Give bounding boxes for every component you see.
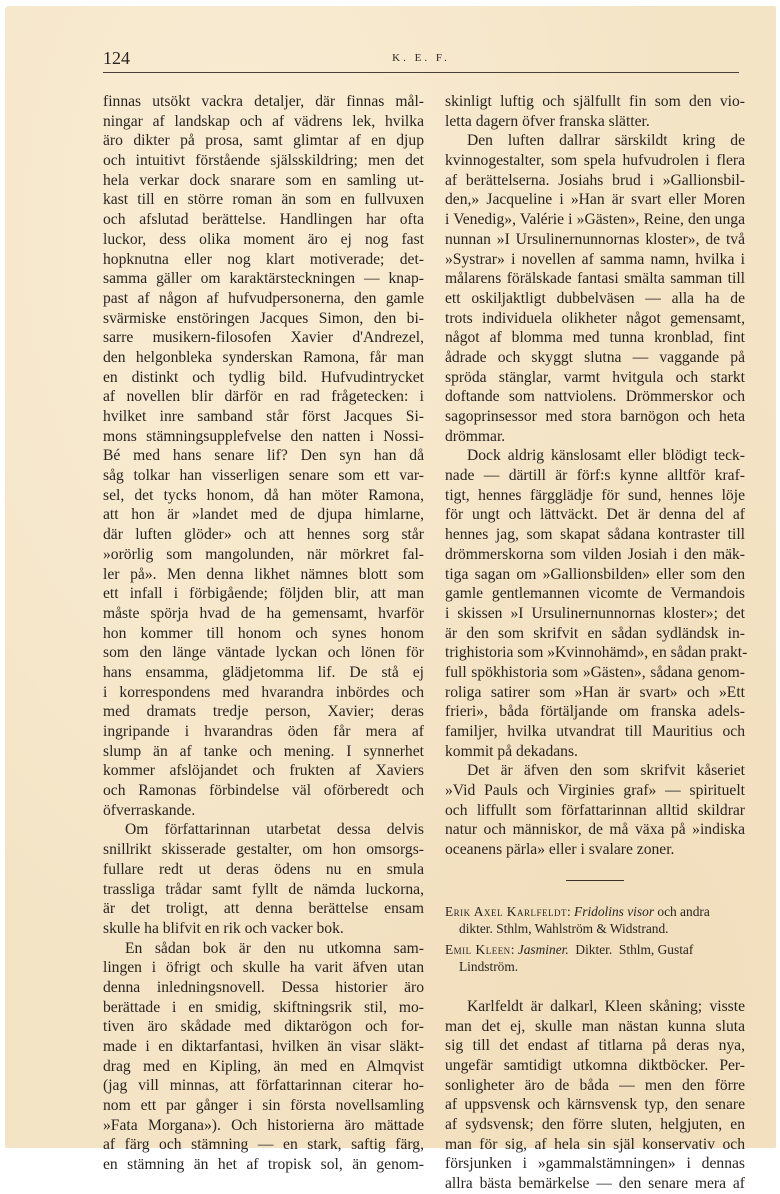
text-line: Den luften dallrar särskildt kring de bbox=[467, 132, 745, 150]
book-title: Jasminer. bbox=[517, 941, 569, 957]
text-line: samma gäller om karaktärsteckningen — knap- bbox=[103, 270, 424, 288]
text-line: berättade i en smidig, skiftningsrik stil, mo- bbox=[103, 998, 424, 1016]
text-line: af novellen blir därför en rad frågetecken: i bbox=[103, 388, 424, 406]
text-line: »Systrar» i novellen af samma namn, hvilka i bbox=[445, 250, 745, 268]
text-line: snillrikt skisserade gestalter, om hon omsorgs- bbox=[103, 841, 424, 859]
text-line: i Venedig», Valérie i »Gästen», Reine, den unga bbox=[445, 211, 745, 229]
text-line: något af blomma med tunna kronblad, fint bbox=[445, 329, 745, 347]
text-line: där luften glöder» och att hennes sorg står bbox=[103, 526, 424, 544]
text-line: gamle gentlemannen vicomte de Vermandois bbox=[445, 585, 745, 603]
text-line: Om författarinnan utarbetat dessa delvis bbox=[125, 821, 424, 839]
publication-details: Dikter. Sthlm, Gustaf bbox=[568, 941, 694, 957]
text-line: skulle ha blifvit en rik och vacker bok. bbox=[103, 919, 344, 937]
text-line: »Fata Morgana»). Och historierna äro mättade bbox=[103, 1116, 424, 1134]
text-line: måste spörja hvad de ha gemensamt, hvarför bbox=[103, 604, 424, 622]
text-line: försjunken i »gammalstämningen» i dennas bbox=[445, 1155, 745, 1173]
text-line: en distinkt och tydlig bild. Hufvudintrycket bbox=[103, 368, 424, 386]
text-line: full spökhistoria som »Gästen», sådana genom- bbox=[445, 663, 745, 681]
text-line: frieri», båda förtäljande om franska adels- bbox=[445, 703, 745, 721]
text-line: en stämning än het af tropisk sol, än genom- bbox=[103, 1156, 424, 1174]
text-line: nunnan »I Ursulinernunnornas kloster», de två bbox=[445, 230, 745, 248]
text-line: hennes jag, som skapat sådana kontraster till bbox=[445, 526, 745, 544]
text-line: äro dikter på prosa, samt glimtar af en djup bbox=[103, 132, 424, 150]
text-line: »orörlig som mangolunden, när mörkret fal- bbox=[103, 545, 424, 563]
text-line: ingripande i hvarandras öden får mera af bbox=[103, 723, 424, 740]
text-line: »Vid Pauls och Virginies graf» — spirituelt bbox=[445, 782, 745, 800]
bibliography-entry: Erik Axel Karlfeldt: Fridolins visor och andra dikter. Sthlm, Wahlström & Widstrand. bbox=[445, 903, 745, 937]
running-head: K. E. F. bbox=[392, 52, 450, 64]
publication-details: och andra bbox=[654, 903, 710, 919]
text-line: slump än af tanke och mening. I synnerhet bbox=[103, 742, 424, 760]
text-line: lingen i öfrigt och skulle ha varit äfven utan bbox=[103, 959, 424, 977]
text-line: trots individuela olikheter något gemensamt, bbox=[445, 309, 745, 327]
text-line: letta dagern öfver franska slätter. bbox=[445, 112, 650, 130]
text-line: allra bästa bemärkelse — den senare mera af bbox=[445, 1175, 745, 1192]
text-line: finnas utsökt vackra detaljer, där finnas mål- bbox=[103, 93, 424, 110]
text-line: ler på». Men denna likhet nämnes blott som bbox=[103, 565, 424, 583]
text-line: som den länge väntade lyckan och lönen för bbox=[103, 644, 424, 662]
text-line: den,» Jacqueline i »Han är svart eller Moren bbox=[445, 191, 745, 209]
text-line: fullare redt ut deras ödens nu en smula bbox=[103, 860, 424, 878]
text-line: i skissen »I Ursulinernunnornas kloster»; det bbox=[445, 604, 745, 622]
text-line: roliga satirer som »Han är svart» och »Ett bbox=[445, 683, 745, 701]
bibliography bbox=[445, 903, 745, 975]
text-line: nom ett par gånger i sin första novellsamling bbox=[103, 1097, 424, 1115]
publication-details-continued: Lindström. bbox=[459, 958, 519, 974]
text-line: af berättelserna. Josiahs brud i »Gallionsbil- bbox=[445, 171, 745, 189]
text-line: är det troligt, att denna berättelse ensam bbox=[103, 900, 424, 918]
section-divider bbox=[566, 880, 624, 881]
text-line: tiga sagan om »Gallionsbilden» eller som den bbox=[445, 565, 745, 583]
text-line: sagoprinsessor med stora barnögon och heta bbox=[445, 408, 745, 425]
text-line: ungefär samtidigt utkomna diktböcker. Per- bbox=[445, 1056, 745, 1074]
text-line: och liffullt som författarinnan alltid skildrar bbox=[445, 801, 745, 819]
text-line: hon kommer till honom och synes honom bbox=[103, 624, 424, 642]
text-line: Det är äfven den som skrifvit kåseriet bbox=[467, 762, 745, 780]
text-line: och intuitivt förstående själsskildring; men det bbox=[103, 152, 424, 170]
text-line: familjer, hvilka utvandrat till Mauritius och bbox=[445, 723, 745, 740]
text-line: spröda stänglar, varmt hvitgula och starkt bbox=[445, 368, 745, 386]
text-line: drag med en Kipling, än med en Almqvist bbox=[103, 1057, 424, 1075]
publication-details-continued: dikter. Sthlm, Wahlström & Widstrand. bbox=[459, 920, 669, 936]
text-line: hvilket inre samband står först Jacques Si- bbox=[103, 408, 424, 425]
text-line: (jag vill minnas, att författarinnan citerar ho- bbox=[103, 1077, 424, 1095]
text-line: hans ensamma, glädjetomma lif. De stå ej bbox=[103, 663, 424, 681]
text-line: trighistoria som »Kvinnohämd», en sådan prakt- bbox=[445, 644, 748, 662]
text-line: är den som skrifvit en sådan sydländsk in- bbox=[445, 624, 745, 642]
text-line: målarens förälskade fantasi smälta samman till bbox=[445, 270, 745, 288]
bibliography-entry: Emil Kleen: Jasminer. Dikter. Sthlm, Gustaf Lindström. bbox=[445, 941, 745, 975]
text-line: sig till det endast af titlarna på deras nya, bbox=[445, 1037, 745, 1055]
text-line: doftande som nattviolens. Drömmerskor och bbox=[445, 388, 745, 406]
header-rule bbox=[103, 72, 739, 73]
text-line: sarre musikern-filosofen Xavier d'Andrezel, bbox=[103, 329, 424, 347]
text-line: hopknutna eller nog klart motiverade; det- bbox=[103, 250, 424, 268]
text-line: såg tolkar han visserligen senare som ett var- bbox=[103, 467, 424, 485]
text-line: denna inledningsnovell. Dessa historier äro bbox=[103, 978, 424, 996]
left-column bbox=[103, 92, 424, 1175]
text-line: ningar af landskap och af vädrens lek, hvilka bbox=[103, 112, 424, 130]
text-line: man för sig, af hela sin själ konservativ och bbox=[445, 1135, 745, 1153]
text-line: och Ramonas förbindelse väl oförberedt och bbox=[103, 782, 424, 800]
text-line: tigt, hennes färgglädje för sund, hennes löje bbox=[445, 486, 745, 504]
text-line: made i en diktarfantasi, hvilken än visar släkt- bbox=[103, 1038, 424, 1055]
text-line: Karlfeldt är dalkarl, Kleen skåning; visste bbox=[467, 997, 745, 1015]
text-line: Dock aldrig känslosamt eller blödigt teck- bbox=[467, 447, 745, 465]
text-line: för ungt och lättväckt. Det är denna del af bbox=[445, 506, 745, 524]
text-line: öfverraskande. bbox=[103, 801, 196, 819]
text-line: nade — därtill är förf:s kynne alltför kraf- bbox=[445, 467, 745, 485]
text-line: af färg och stämning — en stark, saftig färg, bbox=[103, 1136, 424, 1154]
text-line: tiven äro skådade med diktarögon och for- bbox=[103, 1018, 424, 1036]
text-line: i korrespondens med hvarandra inbördes och bbox=[103, 683, 424, 701]
page-header bbox=[103, 48, 739, 72]
right-column-text-top bbox=[445, 92, 748, 860]
text-line: hela verkar dock snarare som en samling ut- bbox=[103, 171, 424, 189]
author-name: Erik Axel Karlfeldt bbox=[445, 903, 567, 919]
text-line: luckor, dess olika moment äro ej nog fast bbox=[103, 230, 424, 248]
text-line: kast till en större roman än som en fullvuxen bbox=[103, 191, 424, 209]
text-line: sel, det tycks honom, då han möter Ramona, bbox=[103, 486, 424, 504]
right-column-text-bottom bbox=[445, 997, 745, 1194]
text-line: att hon är »landet med de djupa himlarne, bbox=[103, 506, 424, 524]
text-line: kvinnogestalter, som spela hufvudrolen i flera bbox=[445, 152, 745, 170]
text-line: En sådan bok är den nu utkomna sam- bbox=[125, 939, 424, 957]
text-line: kommit på dekadans. bbox=[445, 742, 578, 760]
text-line: den helgonbleka synderskan Ramona, får man bbox=[103, 348, 424, 366]
text-line: ett infall i förbigående; följden blir, att man bbox=[103, 585, 424, 603]
text-line: med dramats tredje person, Xavier; deras bbox=[103, 703, 424, 721]
text-line: drömmar. bbox=[445, 427, 506, 445]
text-line: sonligheter äro de båda — men den förre bbox=[445, 1076, 745, 1094]
text-line: oceanens pärla» eller i svalare zoner. bbox=[445, 841, 675, 859]
book-title: Fridolins visor bbox=[574, 903, 655, 919]
text-line: skinligt luftig och själfullt fin som den vio- bbox=[445, 93, 745, 110]
author-name: Emil Kleen bbox=[445, 941, 511, 957]
text-line: och afslutad berättelse. Handlingen har ofta bbox=[103, 211, 424, 229]
text-line: past af någon af hufvudpersonerna, den gamle bbox=[103, 289, 424, 307]
page-number: 124 bbox=[103, 48, 130, 68]
text-line: ett oskiljaktligt dubbelväsen — alla ha de bbox=[445, 289, 745, 307]
text-line: Bé med hans senare lif? Den syn han då bbox=[103, 447, 424, 465]
text-line: man det ej, skulle man nästan kunna sluta bbox=[445, 1017, 745, 1035]
text-line: mons stämningsupplefvelse den natten i Nossi- bbox=[103, 427, 424, 445]
right-column bbox=[445, 92, 748, 1194]
text-line: ådrade och skyggt slutna — vaggande på bbox=[445, 348, 745, 366]
text-line: kommer afslöjandet och frukten af Xaviers bbox=[103, 762, 424, 780]
text-line: af uppsvensk och kärnsvensk typ, den senare bbox=[445, 1096, 745, 1114]
text-line: af sydsvensk; den förre sluten, helgjuten, en bbox=[445, 1115, 745, 1133]
text-line: natur och människor, de må växa på »indiska bbox=[445, 821, 745, 839]
text-line: svärmiske enstöringen Jacques Simon, den bi- bbox=[103, 309, 424, 327]
text-line: trassliga trådar samt fyllt de nämda luckorna, bbox=[103, 880, 424, 898]
text-line: drömmerskorna som vilden Josiah i den mäk- bbox=[445, 545, 745, 563]
